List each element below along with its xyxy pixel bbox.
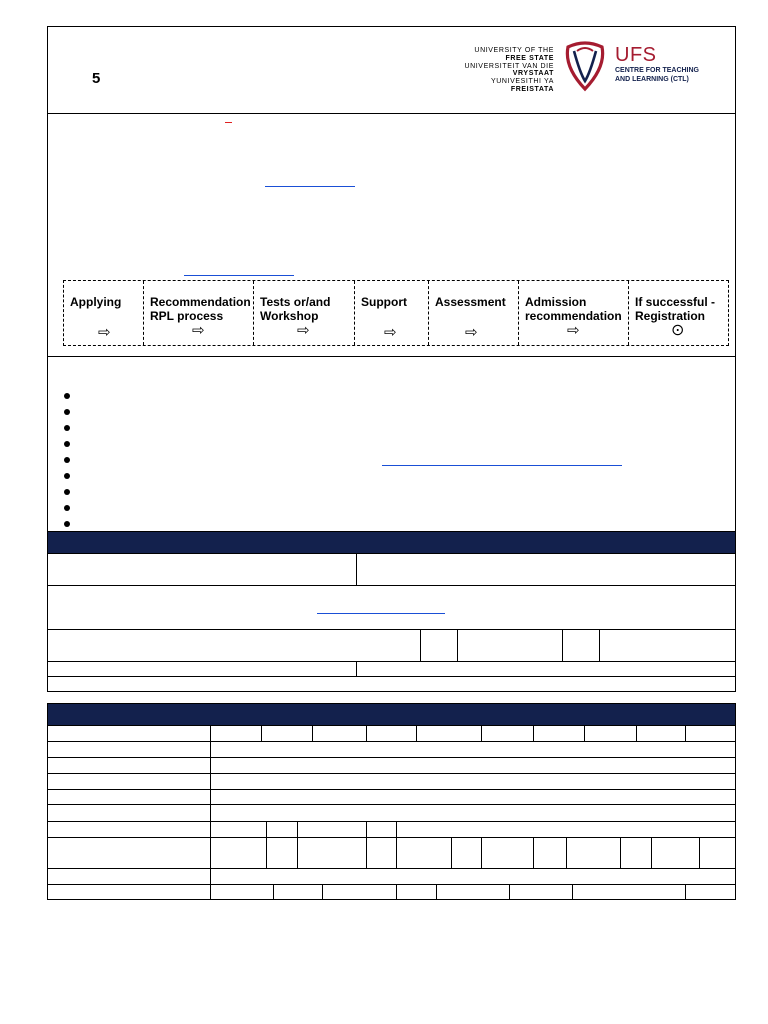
step-label: Workshop xyxy=(260,309,319,323)
step-label: Recommendation xyxy=(150,295,251,309)
process-step-registration xyxy=(629,281,729,345)
university-name-line: VRYSTAAT xyxy=(512,70,554,78)
arrow-right-icon: ⇨ xyxy=(567,322,580,339)
university-name-line: FREISTATA xyxy=(510,85,554,93)
process-step-assessment xyxy=(429,281,519,345)
process-flow xyxy=(63,280,729,346)
list-bullet xyxy=(64,457,70,463)
process-step-tests xyxy=(254,281,355,345)
list-bullet xyxy=(64,489,70,495)
list-bullet xyxy=(64,425,70,431)
step-label: Assessment xyxy=(435,295,506,309)
list-bullet xyxy=(64,521,70,527)
centre-name-line: AND LEARNING (CTL) xyxy=(615,75,689,83)
university-name-line: UNIVERSITY OF THE xyxy=(474,47,554,54)
arrow-right-icon: ⇨ xyxy=(465,324,478,341)
section-header-bar xyxy=(48,532,735,553)
process-step-applying xyxy=(64,281,144,345)
list-bullet xyxy=(64,441,70,447)
details-table xyxy=(47,703,736,900)
arrow-right-icon: ⇨ xyxy=(384,324,397,341)
process-step-admission xyxy=(519,281,629,345)
arrow-right-icon: ⇨ xyxy=(297,322,310,339)
ufs-emblem-icon xyxy=(560,41,610,93)
red-marker xyxy=(225,122,232,123)
step-label: Admission xyxy=(525,295,587,309)
hyperlink[interactable] xyxy=(317,613,445,614)
step-label: Tests or/and xyxy=(260,295,331,309)
header-section xyxy=(47,26,736,114)
list-bullet xyxy=(64,393,70,399)
university-name-line: UNIVERSITEIT VAN DIE xyxy=(464,62,554,70)
hyperlink[interactable] xyxy=(184,275,294,276)
step-label: If successful - xyxy=(635,295,716,309)
hyperlink[interactable] xyxy=(265,186,355,187)
step-label: Applying xyxy=(70,295,122,309)
step-label: Registration xyxy=(635,309,706,323)
process-step-recommendation xyxy=(144,281,254,345)
university-name-line: YUNIVESITHI YA xyxy=(491,78,554,86)
form-field[interactable] xyxy=(356,553,357,585)
arrow-right-icon: ⇨ xyxy=(192,322,205,339)
process-step-support xyxy=(355,281,429,345)
university-name xyxy=(460,47,554,94)
step-label: RPL process xyxy=(150,309,224,323)
page-number: 5 xyxy=(92,70,101,87)
section-header-bar xyxy=(48,704,735,725)
step-label: Support xyxy=(361,295,407,309)
step-label: recommendation xyxy=(525,309,622,323)
list-bullet xyxy=(64,409,70,415)
list-bullet xyxy=(64,473,70,479)
centre-name-line: CENTRE FOR TEACHING xyxy=(615,67,699,74)
centre-name xyxy=(615,67,699,84)
arrow-right-icon: ⇨ xyxy=(98,324,111,341)
requirements-list xyxy=(47,356,736,532)
target-icon: ⊙ xyxy=(671,322,685,339)
list-bullet xyxy=(64,505,70,511)
applicant-form xyxy=(47,531,736,692)
ufs-logo-text: UFS xyxy=(615,44,657,66)
university-name-line: FREE STATE xyxy=(505,54,554,62)
hyperlink[interactable] xyxy=(382,465,622,466)
intro-section xyxy=(47,113,736,357)
